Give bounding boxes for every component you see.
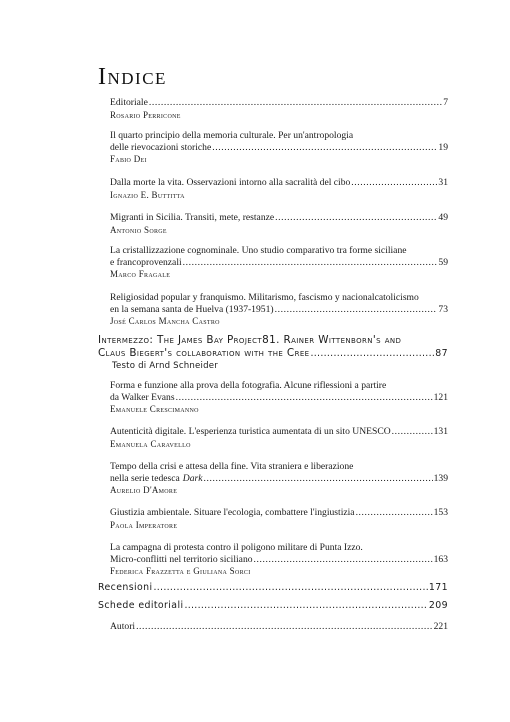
section-label: Schede editoriali xyxy=(98,600,184,611)
entry-page: 31 xyxy=(438,177,448,188)
entry-page: 131 xyxy=(433,426,448,437)
entry-title: Autenticità digitale. L'esperienza turistica aumentata di un sito UNESCO xyxy=(110,426,391,437)
toc-entry-campagna-protesta[interactable] xyxy=(110,542,448,578)
toc-section-recensioni[interactable] xyxy=(98,582,448,595)
entry-title-line-1: Forma e funzione alla prova della fotografia. Alcune riflessioni a partire xyxy=(110,380,387,391)
entry-author: Ignazio E. Buttitta xyxy=(110,189,185,200)
entry-author: Emanuele Crescimanno xyxy=(110,404,199,414)
entry-title-line-1: La cristallizzazione cognominale. Uno studio comparativo tra forme siciliane xyxy=(110,245,407,256)
entry-author: Antonio Sorge xyxy=(110,224,167,235)
toc-entry-religiosidad[interactable] xyxy=(110,292,448,328)
toc-entry-forma-funzione[interactable] xyxy=(110,380,448,416)
entry-title: Editoriale xyxy=(110,97,148,108)
intermezzo-page: 87 xyxy=(435,347,448,359)
entry-author: Marco Fragale xyxy=(110,269,171,279)
entry-author: Aurelio D'Amore xyxy=(110,485,178,495)
entry-title-line-2: Micro-conflitti nel territorio siciliano xyxy=(110,553,253,565)
intermezzo-title-line-1: Intermezzo: The James Bay Project81. Rainer Wittenborn's and xyxy=(98,334,402,346)
toc-intermezzo[interactable] xyxy=(98,334,448,373)
toc-entry-migranti[interactable] xyxy=(110,212,448,236)
entry-title: Giustizia ambientale. Situare l'ecologia, combattere l'ingiustizia xyxy=(110,507,355,518)
entry-title-line-1: Tempo della crisi e attesa della fine. Vita straniera e liberazione xyxy=(110,461,354,472)
toc-entry-giustizia[interactable] xyxy=(110,507,448,531)
toc-entry-autori[interactable] xyxy=(110,621,448,633)
entry-author: Fabio Dei xyxy=(110,154,147,164)
entry-title-line-1: Il quarto principio della memoria culturale. Per un'antropologia xyxy=(110,130,354,141)
page-title: Indice xyxy=(98,64,167,90)
entry-title-line-2: da Walker Evans xyxy=(110,391,175,403)
entry-page: 163 xyxy=(433,553,448,565)
entry-title: Migranti in Sicilia. Transiti, mete, restanze xyxy=(110,212,275,223)
entry-author: Emanuela Caravello xyxy=(110,438,191,449)
toc-entry-morte-vita[interactable] xyxy=(110,177,448,201)
toc-entry-autenticita[interactable] xyxy=(110,426,448,450)
toc-entry-tempo-crisi[interactable] xyxy=(110,461,448,497)
entry-page: 153 xyxy=(433,507,448,518)
entry-page: 121 xyxy=(433,391,448,403)
entry-page: 139 xyxy=(433,472,448,484)
entry-title: Dalla morte la vita. Osservazioni intorno alla sacralità del cibo xyxy=(110,177,351,188)
entry-title: Autori xyxy=(110,621,136,632)
entry-title-line-2: nella serie tedesca xyxy=(110,472,180,484)
entry-page: 59 xyxy=(438,256,448,268)
toc-entry-editoriale[interactable] xyxy=(110,97,448,121)
entry-page: 7 xyxy=(443,97,448,108)
entry-page: 221 xyxy=(433,621,448,632)
entry-title-italic: Dark xyxy=(182,472,203,484)
entry-author: José Carlos Mancha Castro xyxy=(110,316,220,326)
section-page: 209 xyxy=(428,600,448,611)
entry-page: 73 xyxy=(438,303,448,315)
section-label: Recensioni xyxy=(98,582,153,593)
entry-title-line-1: Religiosidad popular y franquismo. Militarismo, fascismo y nacionalcatolicismo xyxy=(110,292,419,303)
entry-title-line-2: e francoprovenzali xyxy=(110,256,182,268)
entry-title-line-2: delle rievocazioni storiche xyxy=(110,141,212,153)
toc-entry-cristallizzazione[interactable] xyxy=(110,245,448,281)
entry-author: Paola Imperatore xyxy=(110,519,178,530)
entry-page: 49 xyxy=(438,212,448,223)
toc-entry-quarto-principio[interactable] xyxy=(110,130,448,166)
toc-section-schede-editoriali[interactable] xyxy=(98,600,448,613)
entry-author: Federica Frazzetta e Giuliana Sorci xyxy=(110,566,251,576)
intermezzo-title-line-2: Claus Biegert's collaboration with the Cree xyxy=(98,346,310,359)
entry-page: 19 xyxy=(438,141,448,153)
section-page: 171 xyxy=(428,582,448,593)
entry-title-line-2: en la semana santa de Huelva (1937-1951) xyxy=(110,303,274,315)
entry-author: Rosario Perricone xyxy=(110,109,181,120)
intermezzo-author: Testo di Arnd Schneider xyxy=(112,361,219,371)
entry-title-line-1: La campagna di protesta contro il poligono militare di Punta Izzo. xyxy=(110,542,363,553)
